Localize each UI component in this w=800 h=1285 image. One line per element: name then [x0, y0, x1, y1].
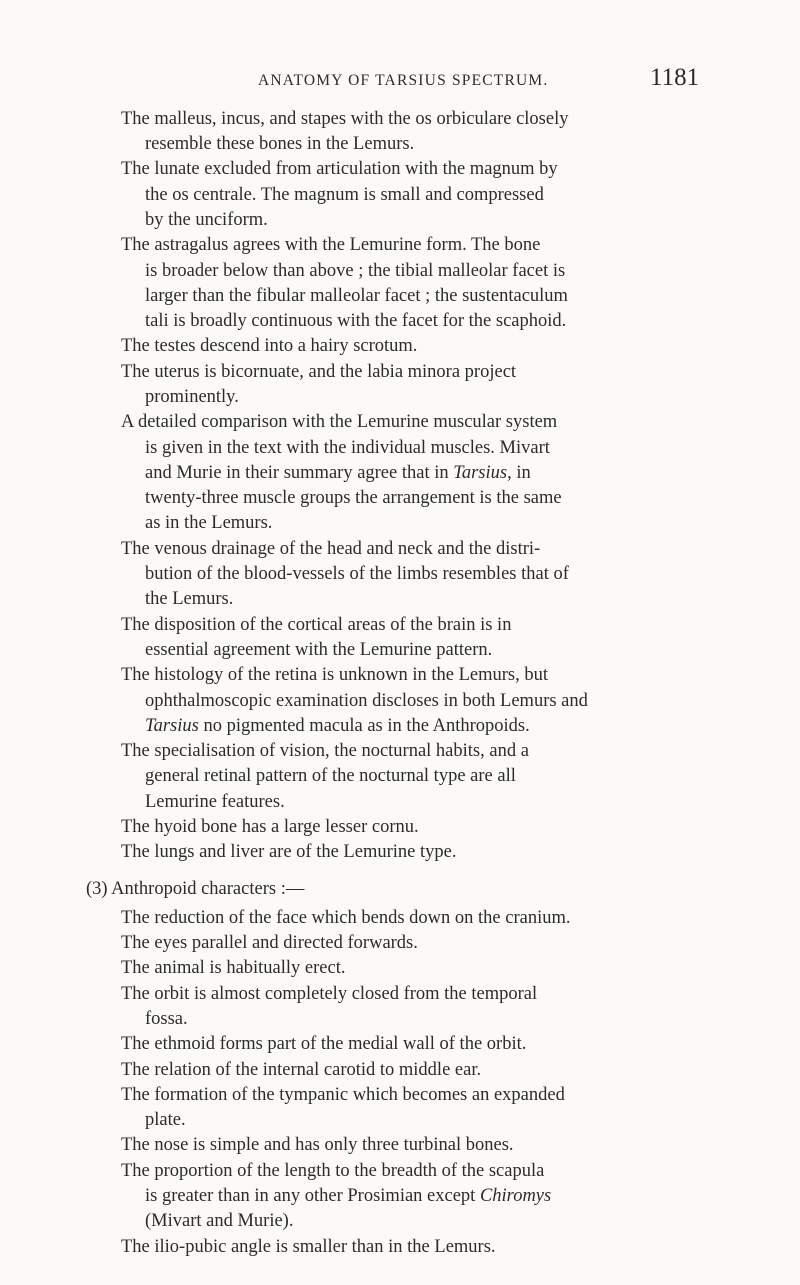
text-line — [145, 286, 568, 307]
text-line — [145, 1186, 551, 1207]
text-span: The specialisation of vision, the nocturnal habits, and a — [121, 741, 529, 761]
text-line — [145, 185, 544, 206]
text-span: The lunate excluded from articulation with the magnum by — [121, 159, 558, 179]
text-span: prominently. — [145, 387, 239, 407]
text-span: The relation of the internal carotid to middle ear. — [121, 1060, 482, 1080]
text-span: The formation of the tympanic which becomes an expanded — [121, 1085, 565, 1105]
text-line — [121, 235, 540, 256]
running-head: ANATOMY OF TARSIUS SPECTRUM. — [258, 72, 549, 89]
italic-term: Tarsius — [453, 463, 508, 483]
text-span: The proportion of the length to the breadth of the scapula — [121, 1161, 545, 1181]
text-span: The uterus is bicornuate, and the labia minora project — [121, 362, 517, 382]
text-line — [145, 210, 268, 231]
text-span: A detailed comparison with the Lemurine muscular system — [121, 412, 558, 432]
text-span: by the unciform. — [145, 210, 268, 230]
text-span: The ethmoid forms part of the medial wall of the orbit. — [121, 1034, 527, 1054]
text-line — [145, 640, 492, 661]
text-line — [145, 564, 569, 585]
text-span: The malleus, incus, and stapes with the os orbiculare closely — [121, 109, 569, 129]
text-span: the os centrale. The magnum is small and compressed — [145, 185, 544, 205]
text-line — [145, 438, 550, 459]
text-line — [121, 615, 511, 636]
text-span: general retinal pattern of the nocturnal type are all — [145, 766, 516, 786]
text-span: The orbit is almost completely closed from the temporal — [121, 984, 538, 1004]
text-line — [145, 261, 565, 282]
italic-term: Chiromys — [479, 1186, 552, 1206]
text-span: as in the Lemurs. — [145, 513, 273, 533]
text-span: fossa. — [145, 1009, 188, 1029]
text-line — [145, 792, 285, 813]
text-span: no pigmented macula as in the Anthropoids. — [198, 716, 530, 736]
text-span: The lungs and liver are of the Lemurine type. — [121, 842, 457, 862]
text-line — [121, 336, 417, 357]
text-line — [121, 1161, 544, 1182]
text-line — [121, 109, 568, 130]
text-line — [145, 691, 588, 712]
text-line — [145, 766, 516, 787]
text-line — [121, 539, 540, 560]
text-span: essential agreement with the Lemurine pattern. — [145, 640, 493, 660]
text-span: the Lemurs. — [145, 589, 234, 609]
text-line — [86, 879, 304, 900]
text-span: The eyes parallel and directed forwards. — [121, 933, 418, 953]
text-span: is broader below than above ; the tibial malleolar facet is — [145, 261, 566, 281]
page-number: 1181 — [650, 64, 700, 91]
text-span: resemble these bones in the Lemurs. — [145, 134, 415, 154]
text-line — [121, 1085, 565, 1106]
text-span: is given in the text with the individual muscles. Mivart — [145, 438, 550, 458]
text-span: The venous drainage of the head and neck and the distri- — [121, 539, 541, 559]
text-span: The animal is habitually erect. — [121, 958, 346, 978]
text-line — [121, 412, 557, 433]
text-line — [145, 1009, 188, 1030]
text-span: , in — [507, 463, 531, 483]
text-span: The ilio-pubic angle is smaller than in the Lemurs. — [121, 1237, 496, 1257]
text-line — [121, 842, 456, 863]
text-line — [121, 933, 418, 954]
text-span: is greater than in any other Prosimian except — [145, 1186, 480, 1206]
text-line — [145, 311, 566, 332]
text-line — [121, 984, 537, 1005]
text-line — [145, 716, 530, 737]
text-line — [145, 1211, 293, 1232]
text-line — [145, 463, 531, 484]
text-line — [121, 159, 558, 180]
text-span: Lemurine features. — [145, 792, 285, 812]
text-span: The reduction of the face which bends down on the cranium. — [121, 908, 571, 928]
text-span: The testes descend into a hairy scrotum. — [121, 336, 418, 356]
text-span: The hyoid bone has a large lesser cornu. — [121, 817, 419, 837]
text-line — [121, 1034, 526, 1055]
text-line — [145, 488, 562, 509]
text-line — [145, 589, 233, 610]
text-line — [121, 741, 529, 762]
text-line — [121, 817, 419, 838]
italic-term: Tarsius — [145, 716, 199, 736]
text-line — [121, 958, 345, 979]
text-span: The histology of the retina is unknown in the Lemurs, but — [121, 665, 548, 685]
text-span: (Mivart and Murie). — [145, 1211, 294, 1231]
text-line — [121, 665, 548, 686]
text-line — [145, 387, 239, 408]
text-span: and Murie in their summary agree that in — [145, 463, 454, 483]
text-line — [121, 362, 516, 383]
page-header — [0, 62, 800, 96]
text-span: twenty-three muscle groups the arrangement is the same — [145, 488, 562, 508]
text-span: The disposition of the cortical areas of the brain is in — [121, 615, 512, 635]
text-line — [121, 1060, 481, 1081]
text-line — [145, 513, 272, 534]
text-span: plate. — [145, 1110, 186, 1130]
text-line — [145, 134, 414, 155]
text-line — [121, 1135, 514, 1156]
text-line — [121, 1237, 496, 1258]
text-line — [145, 1110, 186, 1131]
text-span: (3) Anthropoid characters :— — [86, 879, 305, 899]
text-span: The nose is simple and has only three turbinal bones. — [121, 1135, 514, 1155]
text-span: tali is broadly continuous with the facet for the scaphoid. — [145, 311, 567, 331]
text-span: larger than the fibular malleolar facet ; the sustentaculum — [145, 286, 568, 306]
text-span: bution of the blood-vessels of the limbs resembles that of — [145, 564, 569, 584]
text-span: The astragalus agrees with the Lemurine form. The bone — [121, 235, 541, 255]
text-span: ophthalmoscopic examination discloses in both Lemurs and — [145, 691, 588, 711]
text-line — [121, 908, 571, 929]
